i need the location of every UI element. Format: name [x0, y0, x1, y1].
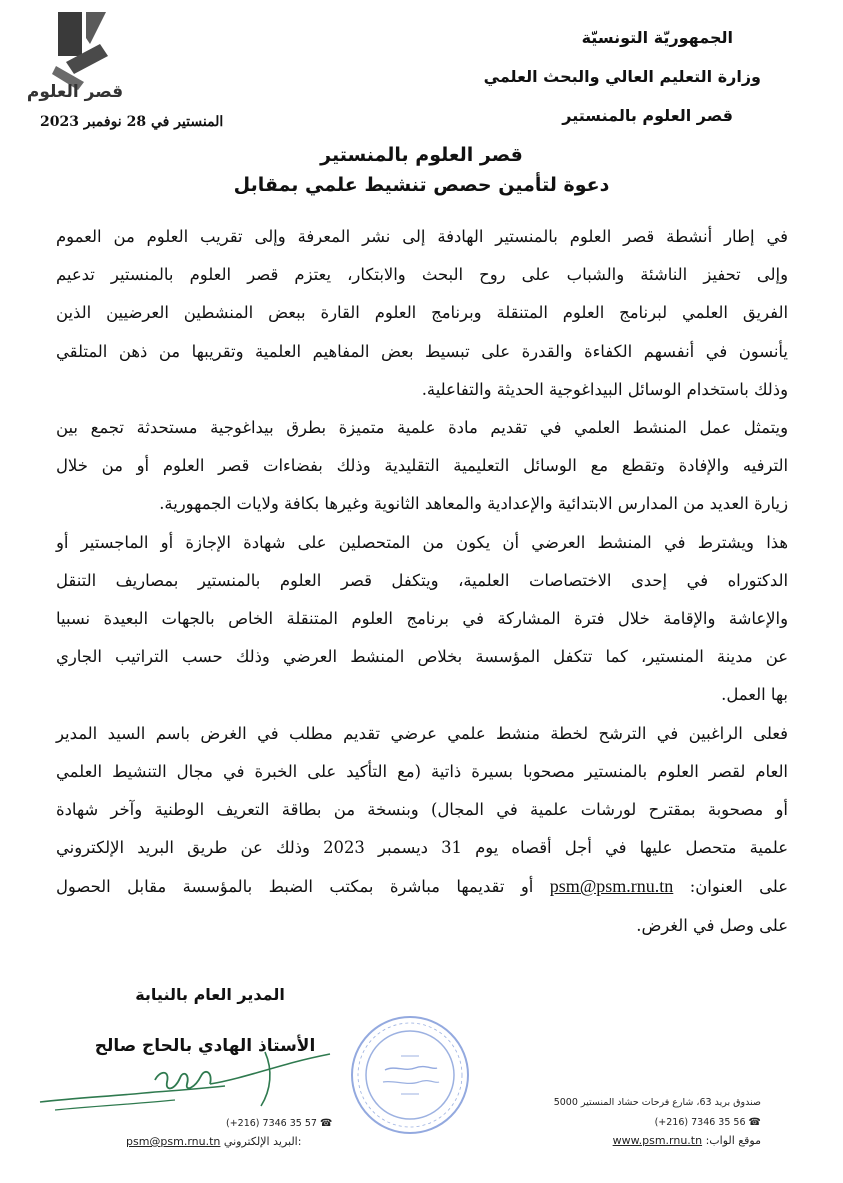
body-line: علمية متحصل عليها في أجل أقصاه يوم 31 ديسمبر 2023 وذلك عن طريق البريد الإلكتروني — [56, 838, 788, 858]
body-line: الدكتوراه في إحدى الاختصاصات العلمية، ويتكفل قصر العلوم بالمنستير بمصاريف التنقل — [56, 570, 788, 590]
republic-label: الجمهوريّة التونسيّة — [581, 28, 733, 47]
body-line: العام لقصر العلوم بالمنستير مصحوبا بسيرة ذاتية (مع التأكيد على الخبرة في مجال التنشيط العلمي — [56, 761, 788, 781]
body-line: أو مصحوبة بمقترح لورشات علمية في المجال) وبنسخة من بطاقة التعريف الوطنية وآخر شهادة — [56, 800, 788, 820]
body-line: عن مدينة المنستير، كما تتكفل المؤسسة بخلاص المنشط العرضي وذلك حسب التراتيب الجاري — [56, 647, 788, 667]
body-line: بها العمل. — [721, 685, 788, 705]
footer-email-label: البريد الإلكتروني: — [223, 1135, 302, 1148]
paragraph-2 — [56, 409, 788, 524]
footer-website — [613, 1134, 761, 1147]
body-line: الفريق العلمي لبرنامج العلوم المتنقلة وبرنامج العلوم القارة ببعض المنشطين العرضيين الذين — [56, 303, 788, 323]
signatory-name: الأستاذ الهادي بالحاج صالح — [94, 1036, 316, 1056]
body-line: والإعاشة والإقامة خلال فترة المشاركة في برنامج العلوم المتنقلة الخاص بالجهات البعيدة نسبيا — [56, 609, 788, 629]
phone-number: (+216) 7346 35 57 — [226, 1118, 317, 1129]
handwritten-signature — [35, 1040, 335, 1120]
paragraph-4 — [56, 715, 788, 945]
footer-address: صندوق بريد 63، شارع فرحات حشاد المنستير 5000 — [553, 1097, 761, 1108]
footer-phone-right — [655, 1117, 761, 1128]
body-line: ويتمثل عمل المنشط العلمي في تقديم مادة علمية متميزة بطرق بيداغوجية مستحدثة تجمع بين — [56, 418, 788, 438]
paragraph-3 — [56, 524, 788, 715]
body-line: فعلى الراغبين في الترشح لخطة منشط علمي عرضي تقديم مطلب في الغرض باسم السيد المدير — [56, 723, 788, 743]
letter-body — [56, 218, 788, 945]
body-line: يأنسون في أنفسهم الكفاءة والقدرة على تبسيط بعض المفاهيم العلمية وتقريبها من ذهن المتلقي — [56, 341, 788, 361]
footer-email-link[interactable]: psm@psm.rnu.tn — [126, 1135, 221, 1148]
institution-label: قصر العلوم بالمنستير — [562, 106, 733, 125]
website-link[interactable]: www.psm.rnu.tn — [612, 1134, 703, 1147]
signatory-role: المدير العام بالنيابة — [135, 985, 285, 1004]
footer-phone-left — [226, 1118, 332, 1129]
address-suffix: أو تقديمها مباشرة بمكتب الضبط بالمؤسسة مقابل الحصول — [56, 877, 534, 897]
title-line-1: قصر العلوم بالمنستير — [320, 144, 523, 166]
address-prefix: على العنوان: — [689, 877, 788, 897]
body-line: على وصل في الغرض. — [636, 915, 788, 935]
body-line: وذلك باستخدام الوسائل البيداغوجية الحديثة والتفاعلية. — [421, 379, 788, 399]
header-block — [483, 18, 761, 135]
body-line: الترفيه والإفادة وتقطع مع الوسائل التعليمية التقليدية وذلك بفضاءات قصر العلوم أو من خلال — [56, 456, 788, 476]
letter-date: المنستير في 28 نوفمبر 2023 — [40, 114, 224, 130]
body-line: زيارة العديد من المدارس الابتدائية والإعدادية والمعاهد الثانوية وغيرها بكافة ولايات الجمهورية. — [159, 494, 788, 514]
official-stamp — [345, 1010, 475, 1140]
letter-title — [0, 140, 843, 200]
phone-icon: ☎ — [748, 1117, 761, 1128]
logo-text: قصر العلوم — [26, 82, 124, 102]
body-line: في إطار أنشطة قصر العلوم بالمنستير الهادفة إلى نشر المعرفة وإلى تقريب العلوم من العموم — [56, 227, 788, 246]
paragraph-1 — [56, 218, 788, 409]
body-line: وإلى تحفيز الناشئة والشباب على روح البحث والابتكار، يعتزم قصر العلوم بالمنستير تدعيم — [56, 265, 788, 285]
ministry-label: وزارة التعليم العالي والبحث العلمي — [483, 67, 761, 86]
body-line — [56, 867, 788, 906]
contact-email-link[interactable]: psm@psm.rnu.tn — [549, 876, 674, 897]
phone-number: (+216) 7346 35 56 — [654, 1117, 746, 1128]
body-line: هذا ويشترط في المنشط العرضي أن يكون من المتحصلين على شهادة الإجازة أو الماجستير أو — [56, 532, 788, 552]
title-line-2: دعوة لتأمين حصص تنشيط علمي بمقابل — [233, 174, 610, 196]
footer-web-label: موقع الواب: — [705, 1134, 761, 1147]
phone-icon: ☎ — [319, 1118, 333, 1129]
footer-email — [126, 1135, 301, 1148]
